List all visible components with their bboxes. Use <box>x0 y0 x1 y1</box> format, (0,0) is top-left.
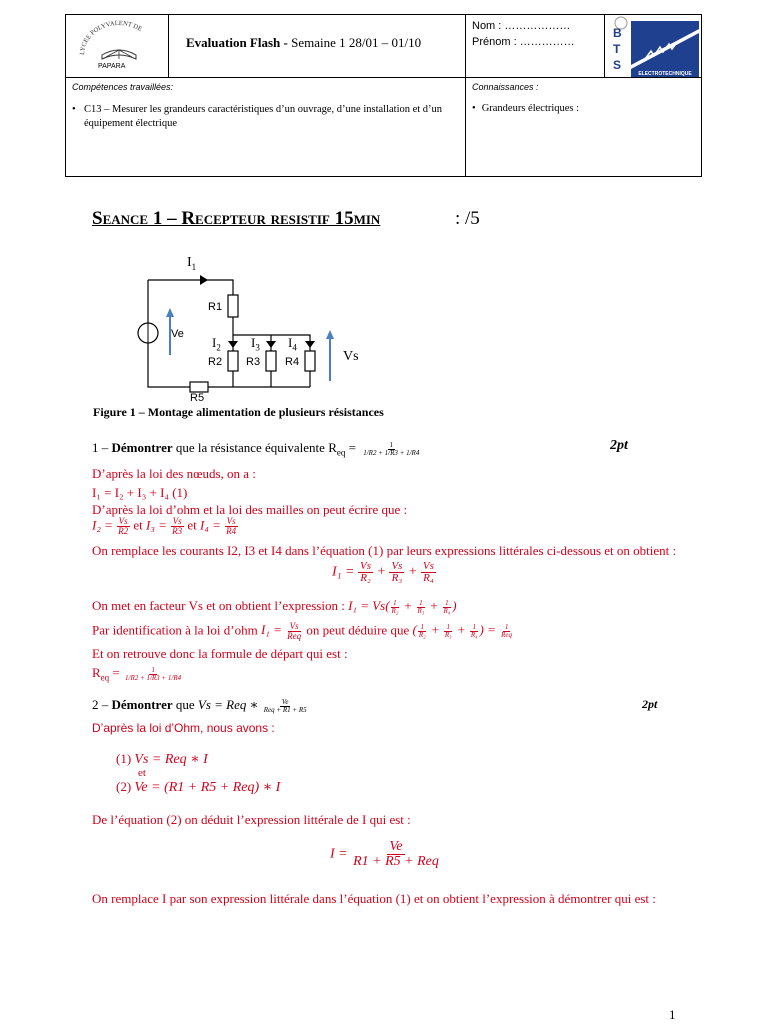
seance-score: : /5 <box>455 208 480 229</box>
evaluation-title <box>186 35 421 51</box>
label-i2: $I_2$ <box>212 335 221 353</box>
q1-sum: I₁ = $\frac{Vs}{\text{R₂}}$ + $\frac{Vs}{\text{R₃}}$ + $\frac{Vs}{\text{R₄}}$ <box>332 560 434 584</box>
label-r4: R4 <box>285 356 300 368</box>
q2-et: et <box>138 767 146 779</box>
label-r5: R5 <box>190 392 205 404</box>
figure-caption: Figure 1 – Montage alimentation de plusieurs résistances <box>93 405 384 419</box>
q2-statement: 2 – Démontrer que Vs = Req ∗ $\frac{Ve}{\text{Req + R1 + R5}}$ <box>92 697 307 714</box>
bts-logo <box>605 15 701 77</box>
q1-currents: I₂ = $\frac{Vs}{R2}$ et I₃ = $\frac{Vs}{R3}$ et I₄ = $\frac{Vs}{R4}$ <box>92 516 237 536</box>
q1-points: 2pt <box>610 438 628 453</box>
q2-eq1: (1) Vs = Req ∗ I <box>116 751 208 767</box>
q1-result: $R_{eq}$ = $\frac{1}{1/R2 + 1/R3 + 1/R4}$ <box>92 665 182 683</box>
competence-item <box>72 103 460 131</box>
competence-text: C13 – Mesurer les grandeurs caractéristiques d’un ouvrage, d’une installation et d’un équipement électrique <box>84 104 443 129</box>
label-vs: Vs <box>343 349 359 364</box>
q1-line5: On remplace les courants I2, I3 et I4 dans l’équation (1) par leurs expressions littérales ci-dessous et on obtient : <box>92 543 677 558</box>
label-ve: Ve <box>171 328 184 340</box>
q2-i-expression: I = $\frac{Ve}{\text{R1 + R5 + Req}}$ <box>330 839 439 869</box>
q1-line7: On met en facteur Vs et on obtient l’expression : I₁ = Vs( $\frac{1}{\text{R₂}}$ + $\frac{1}{\text{R₃}}$ + $\frac{1}{\text{R₄}}$ ) <box>92 598 457 615</box>
header-divider <box>465 14 466 177</box>
school-name: PAPARA <box>98 63 126 70</box>
svg-text:LYCEE POLYVALENT DE <box>79 20 143 55</box>
header-divider <box>168 14 169 77</box>
q1-line1: D’après la loi des nœuds, on a : <box>92 466 256 481</box>
label-i4: $I_4$ <box>288 335 297 353</box>
header-divider <box>65 77 702 78</box>
q1-line9: Et on retrouve donc la formule de départ qui est : <box>92 646 348 661</box>
q2-line3: On remplace I par son expression littérale dans l’équation (1) et on obtient l’expression à démontrer qui est : <box>92 891 656 906</box>
label-r2: R2 <box>208 356 223 368</box>
bts-letters: B T S <box>613 26 622 72</box>
bullet: • <box>72 104 76 115</box>
q1-line2: I₁ = I₂ + I₃ + I₄ (1) <box>92 485 188 500</box>
label-r3: R3 <box>246 356 261 368</box>
label-i3: $I_3$ <box>251 335 260 353</box>
q2-line1: D’après la loi d’Ohm, nous avons : <box>92 721 275 735</box>
competences-title: Compétences travaillées: <box>72 82 174 92</box>
evaluation-title-dates: Semaine 1 28/01 – 01/10 <box>287 35 422 50</box>
bullet: • <box>472 103 476 114</box>
q1-line8: Par identification à la loi d’ohm I₁ = $\frac{Vs}{\text{Req}}$ on peut déduire que ( $\frac{1}{\text{R₂}}$ + $\frac{1}{\text{R₃}}$ + $\frac{1}{\text{R₄}}$ ) = $\frac{1}{\text{Req}}$ <box>92 621 513 641</box>
label-i1: $I_1$ <box>187 255 197 272</box>
page-number: 1 <box>669 1007 676 1022</box>
q2-points: 2pt <box>642 697 658 711</box>
connaissances-title: Connaissances : <box>472 82 539 92</box>
circuit-diagram <box>128 255 368 405</box>
seance-title: Seance 1 – Recepteur resistif 15min <box>92 208 381 229</box>
school-arc-text: LYCEE POLYVALENT DE <box>78 19 144 56</box>
req-formula: $\frac{1}{1/R2 + 1/R3 + 1/R4}$ <box>363 440 420 457</box>
q2-eq2: (2) Ve = (R1 + R5 + Req) ∗ I <box>116 779 281 795</box>
nom-field[interactable]: Nom : ……………… <box>472 20 571 32</box>
prenom-field[interactable]: Prénom : …………… <box>472 36 575 48</box>
q2-line2: De l’équation (2) on déduit l’expression littérale de I qui est : <box>92 812 411 827</box>
connaissance-text: Grandeurs électriques : <box>481 103 580 114</box>
q1-statement: 1 – Démontrer que la résistance équivalente $R_{eq}$ = $\frac{1}{1/R2 + 1/R3 + 1/R4}$ <box>92 440 420 458</box>
bts-caption: ELECTROTECHNIQUE <box>638 71 692 77</box>
q1-line3: D’après la loi d’ohm et la loi des mailles on peut écrire que : <box>92 502 408 517</box>
label-r1: R1 <box>208 301 223 313</box>
connaissance-item <box>472 103 579 114</box>
evaluation-title-bold: Evaluation Flash - <box>186 35 288 50</box>
